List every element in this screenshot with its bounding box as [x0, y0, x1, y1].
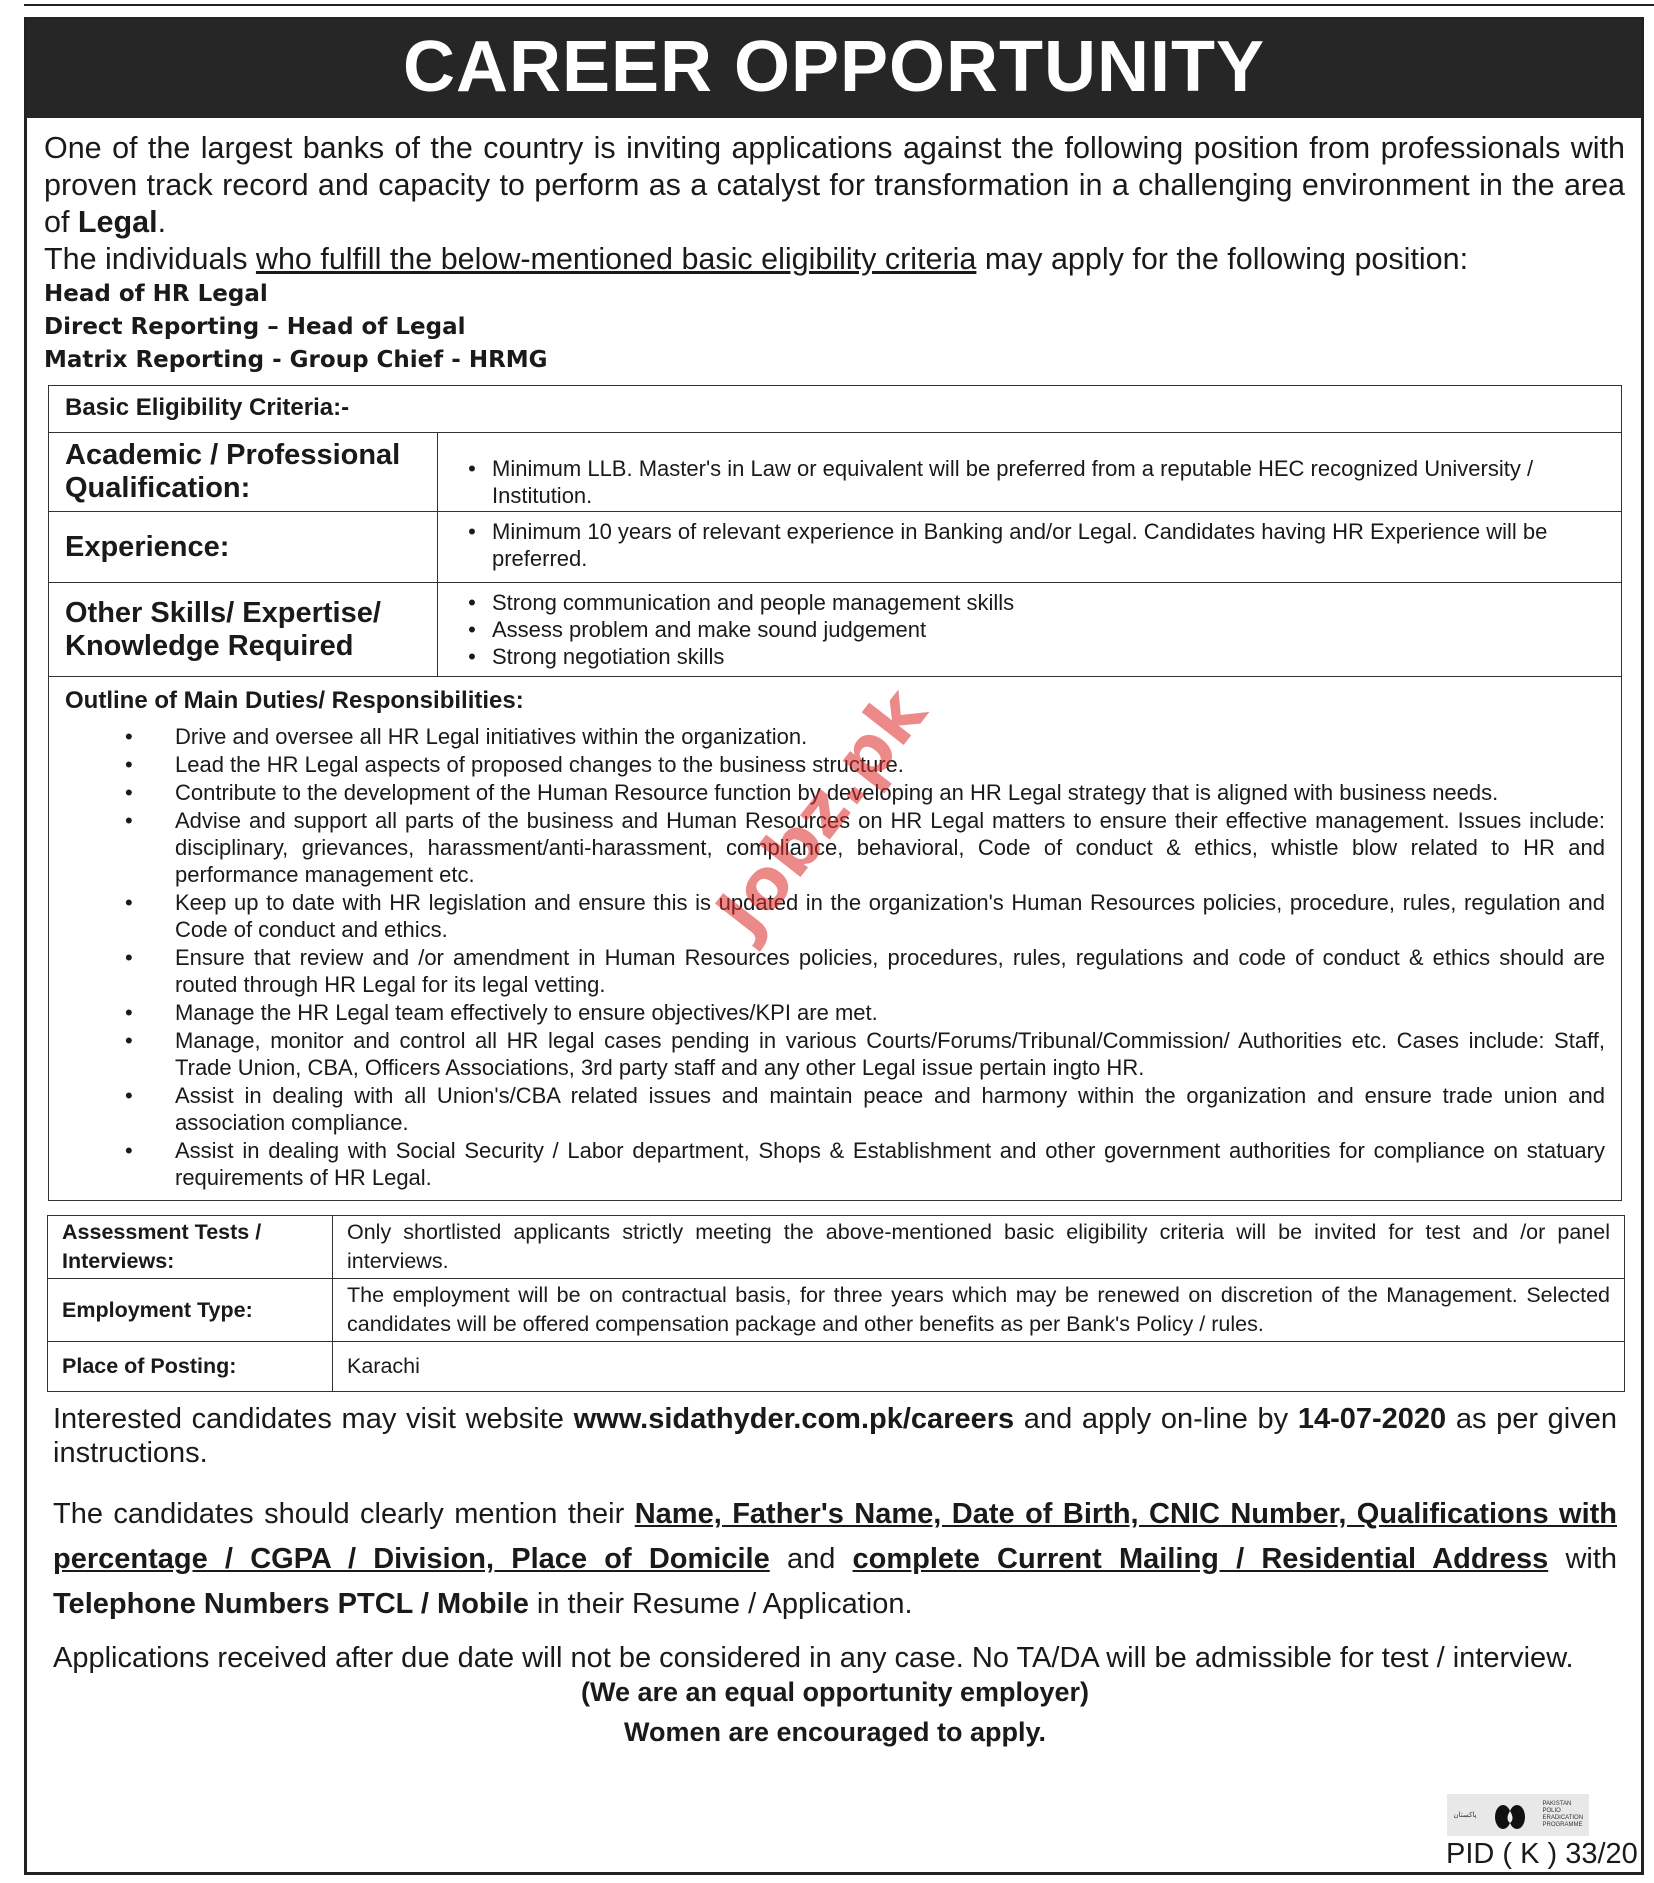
bullet: • [125, 890, 133, 915]
row-label: Academic / Professional Qualification: [49, 433, 438, 511]
table-row [48, 1279, 1625, 1342]
eligibility-heading: Basic Eligibility Criteria:- [49, 386, 1621, 433]
row-value: The employment will be on contractual basis, for three years which may be renewed on discretion of the Management. Selected candidates will be offered compensation package and other benefits as per Bank's Policy / rules. [333, 1279, 1625, 1342]
duty-item: • Assist in dealing with Social Security / Labor department, Shops & Establishment and other government authorities for compliance on statuary requirements of HR Legal. [65, 1137, 1605, 1191]
duty-item: • Contribute to the development of the Human Resource function by developing an HR Legal strategy that is aligned with business needs. [65, 779, 1605, 806]
row-value: Only shortlisted applicants strictly meeting the above-mentioned basic eligibility criteria will be invited for test and /or panel interviews. [333, 1216, 1625, 1279]
table-row [49, 583, 1621, 677]
duties-section [49, 677, 1621, 1200]
intro [27, 118, 1641, 278]
duty-item: • Lead the HR Legal aspects of proposed changes to the business structure. [65, 751, 1605, 778]
intro-text: The individuals [44, 242, 256, 276]
table-row [48, 1342, 1625, 1392]
duty-item: • Manage the HR Legal team effectively to ensure objectives/KPI are met. [65, 999, 1605, 1026]
top-rule [24, 4, 1654, 6]
duty-item: • Advise and support all parts of the business and Human Resources on HR Legal matters to ensure their effective management. Issues include: disciplinary, grievances, harassment/anti-harassment, compliance, behavioral, Code of conduct & ethics, whistle blow related to HR and performance management etc. [65, 807, 1605, 888]
bullet: • [125, 945, 133, 970]
list-item: • Assess problem and make sound judgement [468, 617, 927, 642]
duty-item: • Keep up to date with HR legislation and ensure this is updated in the organization's Human Resources policies, procedure, rules, regulation and Code of conduct and ethics. [65, 889, 1605, 943]
required-details: Name, Father's Name, Date of Birth, CNIC Number, Qualifications with percentage / CGPA / Division, Place of Domicile [53, 1498, 1617, 1575]
page-title: CAREER OPPORTUNITY [27, 17, 1641, 118]
bullet: • [125, 1000, 133, 1025]
website-link[interactable]: www.sidathyder.com.pk/careers [573, 1403, 1015, 1435]
equal-opportunity: (We are an equal opportunity employer) [580, 1677, 1090, 1707]
bullet: • [125, 724, 133, 749]
list-item: • Strong negotiation skills [468, 644, 725, 669]
deadline: 14-07-2020 [1297, 1403, 1447, 1435]
required-address: complete Current Mailing / Residential Address [852, 1543, 1549, 1575]
row-label: Place of Posting: [48, 1342, 333, 1392]
bullet: • [125, 1083, 133, 1108]
row-label: Experience: [49, 512, 438, 582]
duty-item: • Drive and oversee all HR Legal initiatives within the organization. [65, 723, 1605, 750]
intro-text: . [157, 205, 167, 239]
bullet: • [125, 1028, 133, 1053]
row-label: Employment Type: [48, 1279, 333, 1342]
table-row [48, 1216, 1625, 1279]
bullet: • [125, 780, 133, 805]
polio-logo: پاکستان PAKISTAN POLIO ERADICATION PROGRAMME [1447, 1794, 1589, 1836]
eligibility-table [48, 385, 1622, 1201]
table-row [49, 512, 1621, 583]
women-encouraged: Women are encouraged to apply. [623, 1717, 1047, 1747]
position-title: Head of HR Legal [44, 281, 268, 307]
watermark: Jobz.pk [700, 672, 943, 951]
intro-underlined: who fulfill the below-mentioned basic eligibility criteria [255, 242, 977, 276]
list-item: • Minimum 10 years of relevant experience in Banking and/or Legal. Candidates having HR Experience will be preferred. [468, 519, 1548, 571]
duties-heading: Outline of Main Duties/ Responsibilities: [65, 687, 524, 714]
details-table [47, 1215, 1625, 1392]
position-info [27, 278, 1641, 377]
footer: Interested candidates may visit website www.sidathyder.com.pk/careers and apply on-line by 14-07-2020 as per given instructions. The candidates should clearly mention their Name, Father's Name, Date of Birth, CNIC Number, Qualifications with percentage / CGPA / Division, Place of Domicile and complete Current Mailing / Residential Address with Telephone Numbers PTCL / Mobile in their Resume / Application. Applications received after due date will not be considered in any case. No TA/DA will be admissible for test / interview. (We are an equal opportunity employer) Women are encouraged to apply. [53, 1403, 1618, 1747]
bullet: • [125, 808, 133, 833]
pid-number: PID ( K ) 33/20 [1446, 1838, 1638, 1870]
duty-item: • Manage, monitor and control all HR legal cases pending in various Courts/Forums/Tribunal/Commission/ Authorities etc. Cases include: Staff, Trade Union, CBA, Officers Associations, 3rd party staff and any other Legal issue pertain ingto HR. [65, 1027, 1605, 1081]
list-item: • Strong communication and people management skills [468, 590, 1015, 615]
row-label: Other Skills/ Expertise/ Knowledge Required [49, 583, 438, 676]
late-notice: Applications received after due date will not be considered in any case. No TA/DA will be admissible for test / interview. [53, 1642, 1574, 1674]
table-row [49, 433, 1621, 512]
intro-text: may apply for the following position: [976, 242, 1469, 276]
matrix-reporting: Matrix Reporting - Group Chief - HRMG [44, 347, 548, 373]
intro-text: One of the largest banks of the country is inviting applications against the following position from professionals with proven track record and capacity to perform as a catalyst for transformation in a challenging environment in the area of [44, 131, 1625, 239]
intro-area: Legal [77, 205, 158, 239]
duty-item: • Ensure that review and /or amendment in Human Resources policies, procedures, rules, regulations and code of conduct & ethics should are routed through HR Legal for its legal vetting. [65, 944, 1605, 998]
advertisement [24, 17, 1644, 1875]
row-value: Karachi [333, 1342, 1625, 1392]
direct-reporting: Direct Reporting – Head of Legal [44, 314, 466, 340]
footprints-icon [1490, 1797, 1530, 1833]
row-label: Assessment Tests / Interviews: [48, 1216, 333, 1279]
bullet: • [125, 1138, 133, 1163]
list-item: • Minimum LLB. Master's in Law or equivalent will be preferred from a reputable HEC recognized University / Institution. [468, 456, 1534, 508]
bullet: • [125, 752, 133, 777]
duty-item: • Assist in dealing with all Union's/CBA related issues and maintain peace and harmony within the organization and ensure trade union and association compliance. [65, 1082, 1605, 1136]
